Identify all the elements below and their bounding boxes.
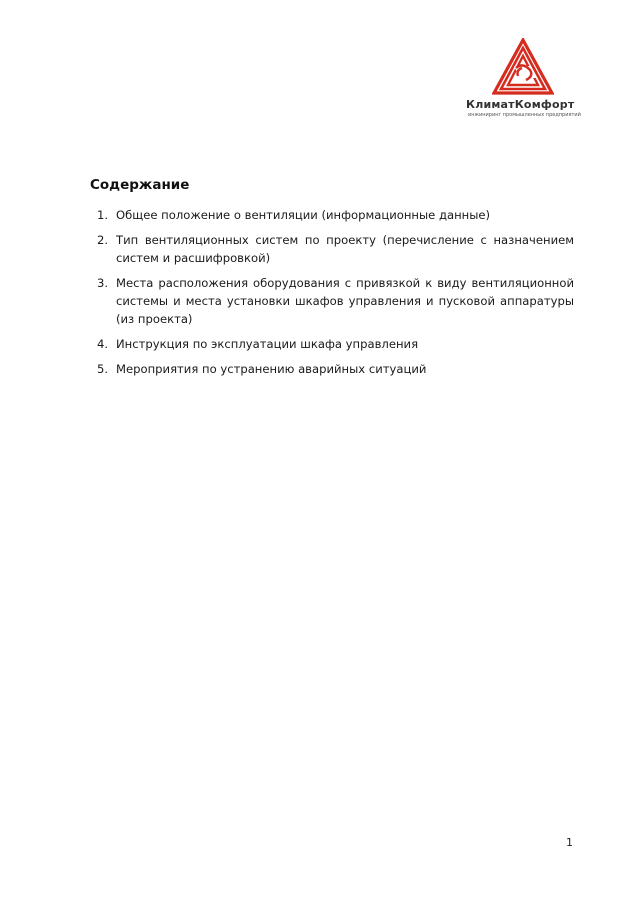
toc-item-number: 3.: [97, 276, 109, 290]
toc-item: [90, 360, 574, 378]
toc-item-text: Инструкция по эксплуатации шкафа управления: [116, 337, 419, 351]
logo-triangle-icon: [492, 38, 554, 96]
logo-company-name: КлиматКомфорт: [466, 98, 575, 111]
toc-item-number: 5.: [97, 362, 109, 376]
company-logo: [462, 38, 592, 122]
logo-tagline: инжиниринг промышленных предприятий: [468, 112, 581, 118]
toc-item-number: 2.: [97, 233, 109, 247]
toc-item-number: 4.: [97, 337, 109, 351]
toc-item-text: Места расположения оборудования с привязкой к виду вентиляционной системы и места установки шкафов управления и пусковой аппаратуры (из проекта): [116, 276, 574, 326]
toc-item-text: Общее положение о вентиляции (информационные данные): [116, 208, 491, 222]
toc-item-text: Тип вентиляционных систем по проекту (перечисление с назначением систем и расшифровкой): [116, 233, 574, 265]
contents-heading: Содержание: [90, 177, 190, 193]
table-of-contents: [90, 206, 574, 385]
toc-item: [90, 274, 574, 328]
toc-item-number: 1.: [97, 208, 109, 222]
toc-item: [90, 335, 574, 353]
toc-item: [90, 231, 574, 267]
toc-item-text: Мероприятия по устранению аварийных ситуаций: [116, 362, 427, 376]
toc-item: [90, 206, 574, 224]
page-number: 1: [566, 836, 573, 849]
